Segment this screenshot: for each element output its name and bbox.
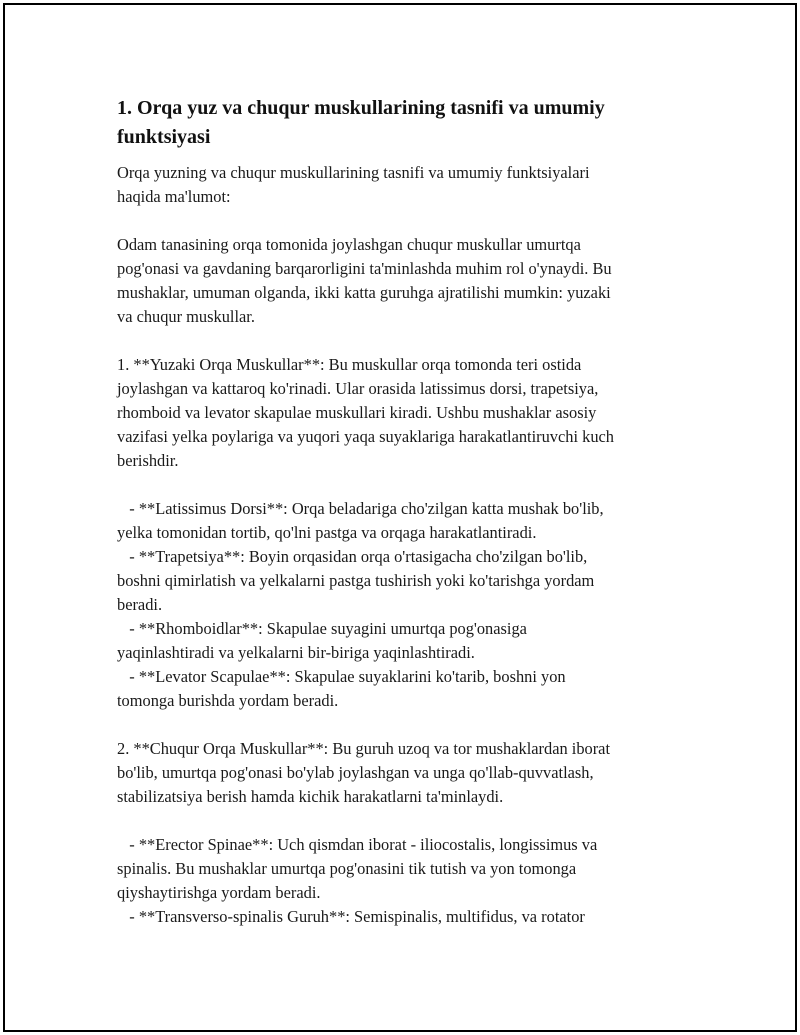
body-text-line: - **Rhomboidlar**: Skapulae suyagini umurtqa pog'onasiga xyxy=(117,619,527,638)
body-text-line: boshni qimirlatish va yelkalarni pastga tushirish yoki ko'tarishga yordam xyxy=(117,571,595,590)
body-text-line: haqida ma'lumot: xyxy=(117,187,231,206)
body-text-line: mushaklar, umuman olganda, ikki katta guruhga ajratilishi mumkin: yuzaki xyxy=(117,283,611,302)
body-text-line: - **Latissimus Dorsi**: Orqa beladariga cho'zilgan katta mushak bo'lib, xyxy=(117,499,604,518)
body-text-line: tomonga burishda yordam beradi. xyxy=(117,691,339,710)
heading-line: funktsiyasi xyxy=(117,126,211,148)
body-text-line: - **Erector Spinae**: Uch qismdan iborat - iliocostalis, longissimus va xyxy=(117,835,598,854)
blank-line xyxy=(117,713,687,737)
body-text-line: stabilizatsiya berish hamda kichik harakatlarni ta'minlaydi. xyxy=(117,787,504,806)
blank-line xyxy=(117,329,687,353)
body-text-line: spinalis. Bu mushaklar umurtqa pog'onasini tik tutish va yon tomonga xyxy=(117,859,577,878)
body-text-line: joylashgan va kattaroq ko'rinadi. Ular orasida latissimus dorsi, trapetsiya, xyxy=(117,379,599,398)
document-body xyxy=(117,161,687,929)
blank-line xyxy=(117,209,687,233)
body-text-line: va chuqur muskullar. xyxy=(117,307,255,326)
body-text-line: yaqinlashtiradi va yelkalarni bir-biriga yaqinlashtiradi. xyxy=(117,643,475,662)
body-text-line: - **Levator Scapulae**: Skapulae suyaklarini ko'tarib, boshni yon xyxy=(117,667,566,686)
body-text-line: qiyshaytirishga yordam beradi. xyxy=(117,883,321,902)
body-text-line: - **Trapetsiya**: Boyin orqasidan orqa o'rtasigacha cho'zilgan bo'lib, xyxy=(117,547,588,566)
body-text-line: Odam tanasining orqa tomonida joylashgan chuqur muskullar umurtqa xyxy=(117,235,581,254)
body-text-line: beradi. xyxy=(117,595,163,614)
document-content xyxy=(117,94,687,929)
body-text-line: 2. **Chuqur Orqa Muskullar**: Bu guruh uzoq va tor mushaklardan iborat xyxy=(117,739,610,758)
blank-line xyxy=(117,473,687,497)
body-text-line: - **Transverso-spinalis Guruh**: Semispinalis, multifidus, va rotator xyxy=(117,907,585,926)
body-text-line: berishdir. xyxy=(117,451,179,470)
body-text-line: bo'lib, umurtqa pog'onasi bo'ylab joylashgan va unga qo'llab-quvvatlash, xyxy=(117,763,594,782)
body-text-line: pog'onasi va gavdaning barqarorligini ta'minlashda muhim rol o'ynaydi. Bu xyxy=(117,259,612,278)
blank-line xyxy=(117,809,687,833)
body-text-line: vazifasi yelka poylariga va yuqori yaqa suyaklariga harakatlantiruvchi kuch xyxy=(117,427,614,446)
body-text-line: yelka tomonidan tortib, qo'lni pastga va orqaga harakatlantiradi. xyxy=(117,523,537,542)
section-heading xyxy=(117,94,687,152)
body-text-line: 1. **Yuzaki Orqa Muskullar**: Bu muskullar orqa tomonda teri ostida xyxy=(117,355,582,374)
body-text-line: Orqa yuzning va chuqur muskullarining tasnifi va umumiy funktsiyalari xyxy=(117,163,590,182)
heading-line: 1. Orqa yuz va chuqur muskullarining tasnifi va umumiy xyxy=(117,97,605,119)
body-text-line: rhomboid va levator skapulae muskullari kiradi. Ushbu mushaklar asosiy xyxy=(117,403,597,422)
